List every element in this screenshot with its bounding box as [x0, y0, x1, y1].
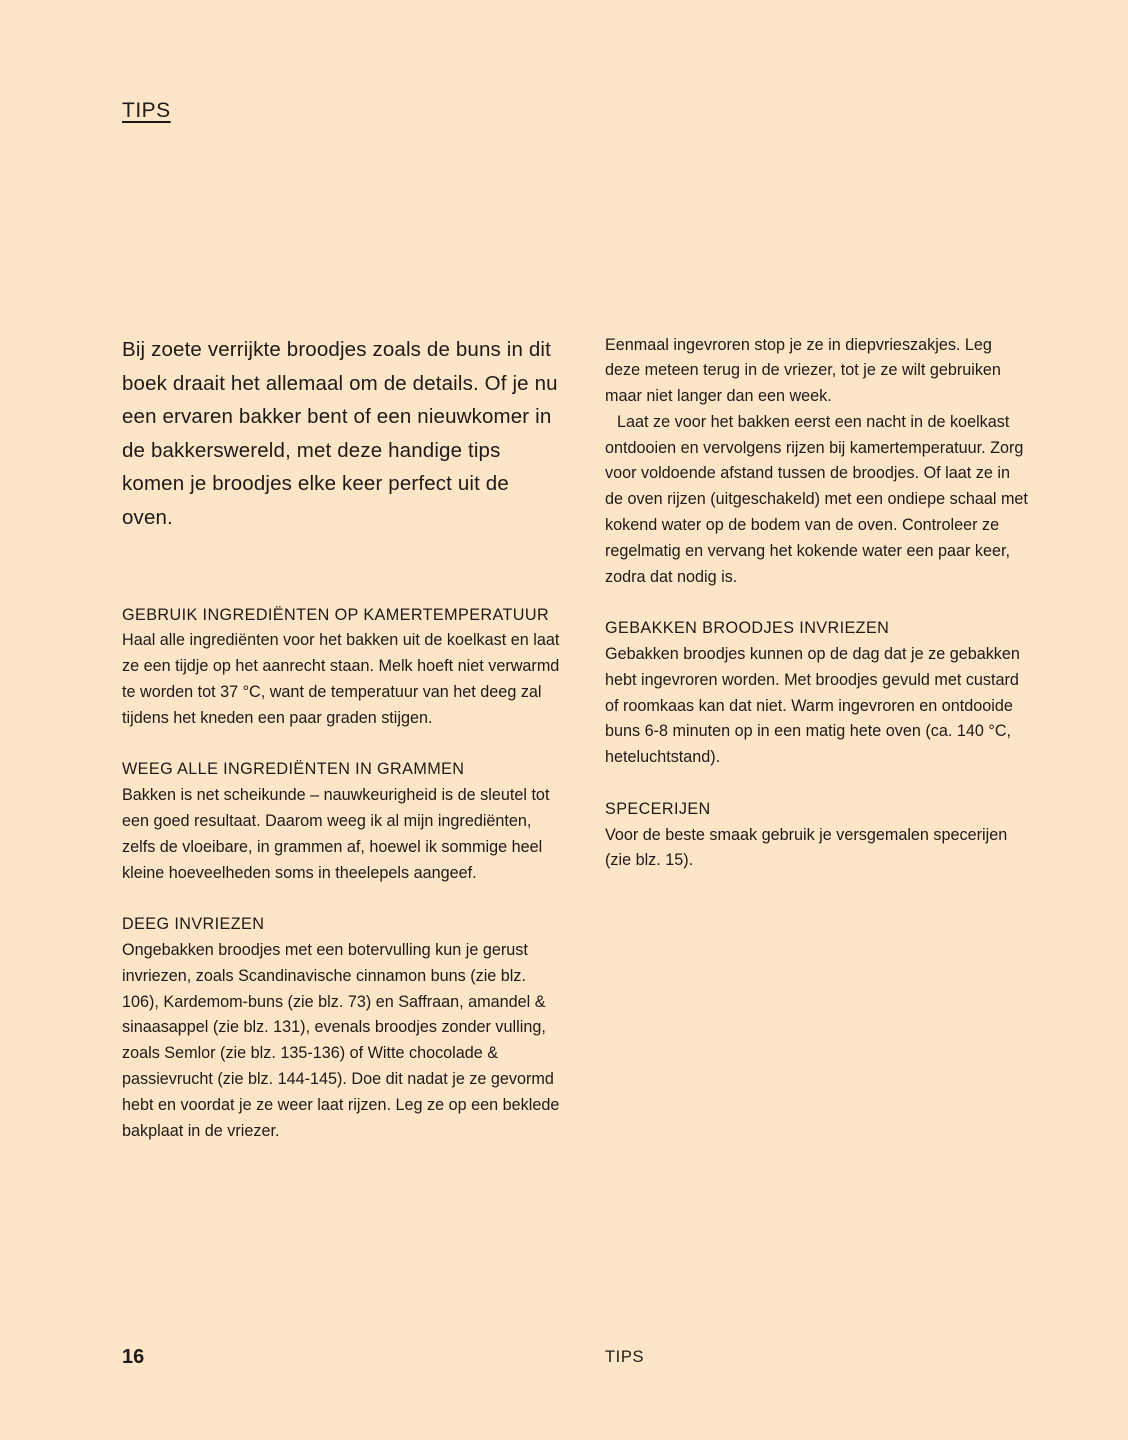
- running-footer: TIPS: [605, 1348, 645, 1366]
- section-room-temperature: [122, 603, 562, 732]
- section-freeze-dough-continued: [605, 333, 1030, 591]
- section-heading: GEBRUIK INGREDIËNTEN OP KAMERTEMPERATUUR: [122, 605, 550, 624]
- page-number: 16: [122, 1346, 145, 1368]
- intro-paragraph: Bij zoete verrijkte broodjes zoals de buns in dit boek draait het allemaal om de details. Of je nu een ervaren bakker bent of een nieuwkomer in de bakkerswereld, met deze handige tips komen je broodjes elke keer perfect uit de oven.: [122, 338, 558, 529]
- section-body: Bakken is net scheikunde – nauwkeurigheid is de sleutel tot een goed resultaat. Daarom weeg ik al mijn ingrediënten, zelfs de vloeibare, in grammen af, hoewel ik sommige heel kleine hoeveelheden soms in theelepels aangeef.: [122, 786, 550, 882]
- section-freeze-baked: [605, 616, 1030, 771]
- section-heading: SPECERIJEN: [605, 799, 711, 818]
- section-body: Eenmaal ingevroren stop je ze in diepvrieszakjes. Leg deze meteen terug in de vriezer, tot je ze wilt gebruiken maar niet langer dan een week.: [605, 335, 1001, 406]
- section-freeze-dough: [122, 912, 562, 1144]
- section-heading: WEEG ALLE INGREDIËNTEN IN GRAMMEN: [122, 760, 465, 779]
- section-body: Voor de beste smaak gebruik je versgemalen specerijen (zie blz. 15).: [605, 825, 1008, 870]
- page-title: TIPS: [122, 99, 171, 122]
- section-body: Haal alle ingrediënten voor het bakken uit de koelkast en laat ze een tijdje op het aanrecht staan. Melk hoeft niet verwarmd te worden tot 37 °C, want de temperatuur van het deeg zal tijdens het kneden een paar graden stijgen.: [122, 631, 560, 727]
- right-column: [605, 333, 1030, 874]
- section-body: Gebakken broodjes kunnen op de dag dat je ze gebakken hebt ingevroren worden. Met broodjes gevuld met custard of roomkaas kan dat niet. Warm ingevroren en ontdooide buns 6-8 minuten op in een matig hete oven (ca. 140 °C, heteluchtstand).: [605, 645, 1020, 767]
- section-body: Laat ze voor het bakken eerst een nacht in de koelkast ontdooien en vervolgens rijzen bij kamertemperatuur. Zorg voor voldoende afstand tussen de broodjes. Of laat ze in de oven rijzen (uitgeschakeld) met een ondiepe schaal met kokend water op de bodem van de oven. Controleer ze regelmatig en vervang het kokende water een paar keer, zodra dat nodig is.: [605, 412, 1028, 586]
- section-heading: GEBAKKEN BROODJES INVRIEZEN: [605, 619, 890, 638]
- section-weigh-grams: [122, 757, 562, 886]
- left-column: [122, 333, 562, 1144]
- section-heading: DEEG INVRIEZEN: [122, 915, 265, 934]
- section-body: Ongebakken broodjes met een botervulling kun je gerust invriezen, zoals Scandinavische cinnamon buns (zie blz. 106), Kardemom-buns (zie blz. 73) en Saffraan, amandel & sinaasappel (zie blz. 131), evenals broodjes zonder vulling, zoals Semlor (zie blz. 135-136) of Witte chocolade & passievrucht (zie blz. 144-145). Doe dit nadat je ze gevormd hebt en voordat je ze weer laat rijzen. Leg ze op een beklede bakplaat in de vriezer.: [122, 940, 560, 1140]
- section-spices: [605, 797, 1030, 874]
